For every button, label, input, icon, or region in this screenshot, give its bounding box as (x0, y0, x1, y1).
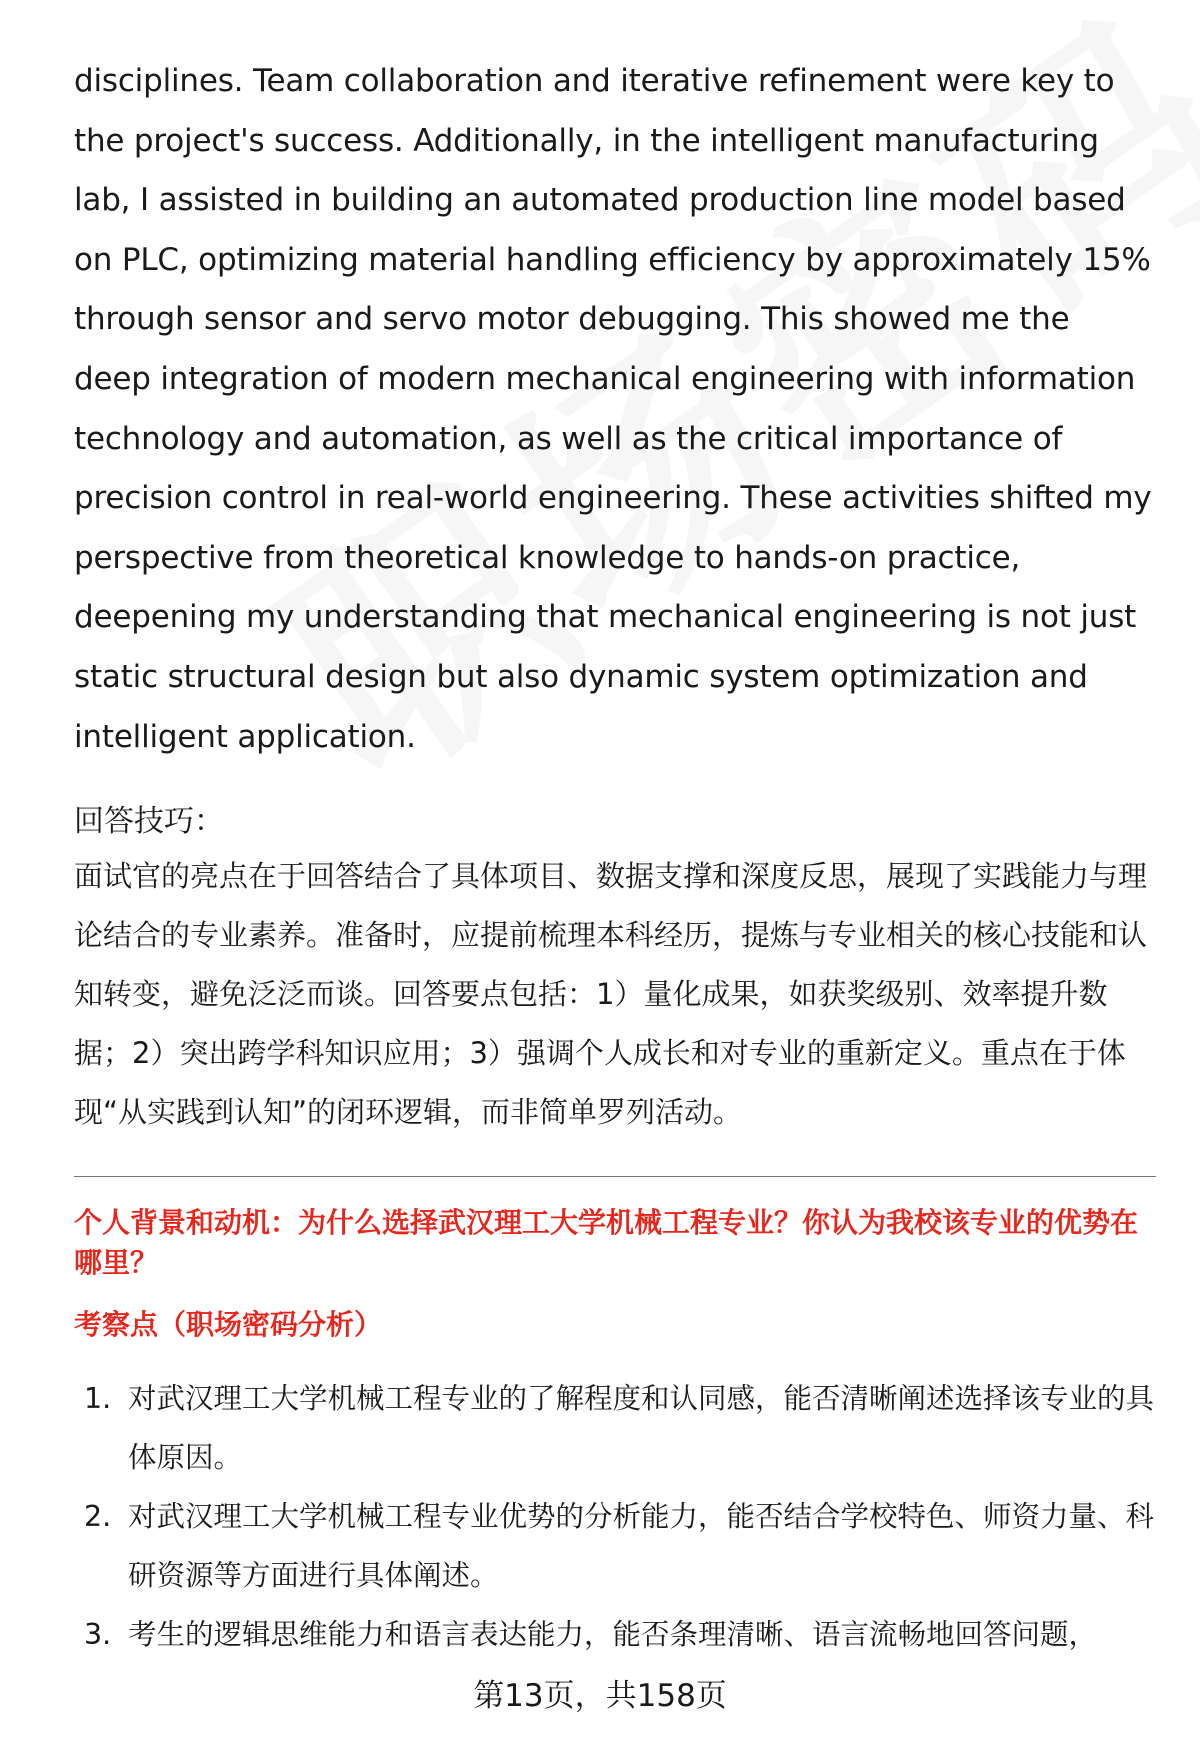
list-number: 2. (84, 1500, 112, 1534)
analysis-heading: 考察点（职场密码分析） (74, 1308, 383, 1342)
page-content (74, 52, 1154, 1664)
list-text: 对武汉理工大学机械工程专业的了解程度和认同感，能否清晰阐述选择该专业的具体原因。 (128, 1382, 1155, 1475)
list-text: 对武汉理工大学机械工程专业优势的分析能力，能否结合学校特色、师资力量、科研资源等方面进行具体阐述。 (128, 1500, 1155, 1593)
tips-label: 回答技巧： (74, 804, 224, 840)
analysis-points (74, 1369, 1154, 1664)
list-item (74, 1369, 1154, 1487)
question-heading: 个人背景和动机：为什么选择武汉理工大学机械工程专业？你认为我校该专业的优势在哪里？ (74, 1206, 1139, 1280)
section-divider (74, 1176, 1156, 1177)
list-number: 1. (84, 1382, 112, 1416)
list-item (74, 1605, 1154, 1664)
tips-text: 面试官的亮点在于回答结合了具体项目、数据支撑和深度反思，展现了实践能力与理论结合的专业素养。准备时，应提前梳理本科经历，提炼与专业相关的核心技能和认知转变，避免泛泛而谈。回答要点包括：1）量化成果，如获奖级别、效率提升数据；2）突出跨学科知识应用；3）强调个人成长和对专业的重新定义。重点在于体现“从实践到认知”的闭环逻辑，而非简单罗列活动。 (74, 859, 1148, 1130)
list-item (74, 1487, 1154, 1605)
answer-paragraph: disciplines. Team collaboration and iterative refinement were key to the project's success. Additionally, in the intelligent manufacturing lab, I assisted in building an automated production line model based on PLC, optimizing material handling efficiency by approximately 15% through sensor and servo motor debugging. This showed me the deep integration of modern mechanical engineering with information technology and automation, as well as the critical importance of precision control in real-world engineering. These activities shifted my perspective from theoretical knowledge to hands-on practice, deepening my understanding that mechanical engineering is not just static structural design but also dynamic system optimization and intelligent application. (74, 63, 1152, 755)
list-number: 3. (84, 1618, 112, 1652)
page-footer: 第13页，共158页 (473, 1678, 727, 1714)
list-text: 考生的逻辑思维能力和语言表达能力，能否条理清晰、语言流畅地回答问题， (128, 1618, 1098, 1652)
